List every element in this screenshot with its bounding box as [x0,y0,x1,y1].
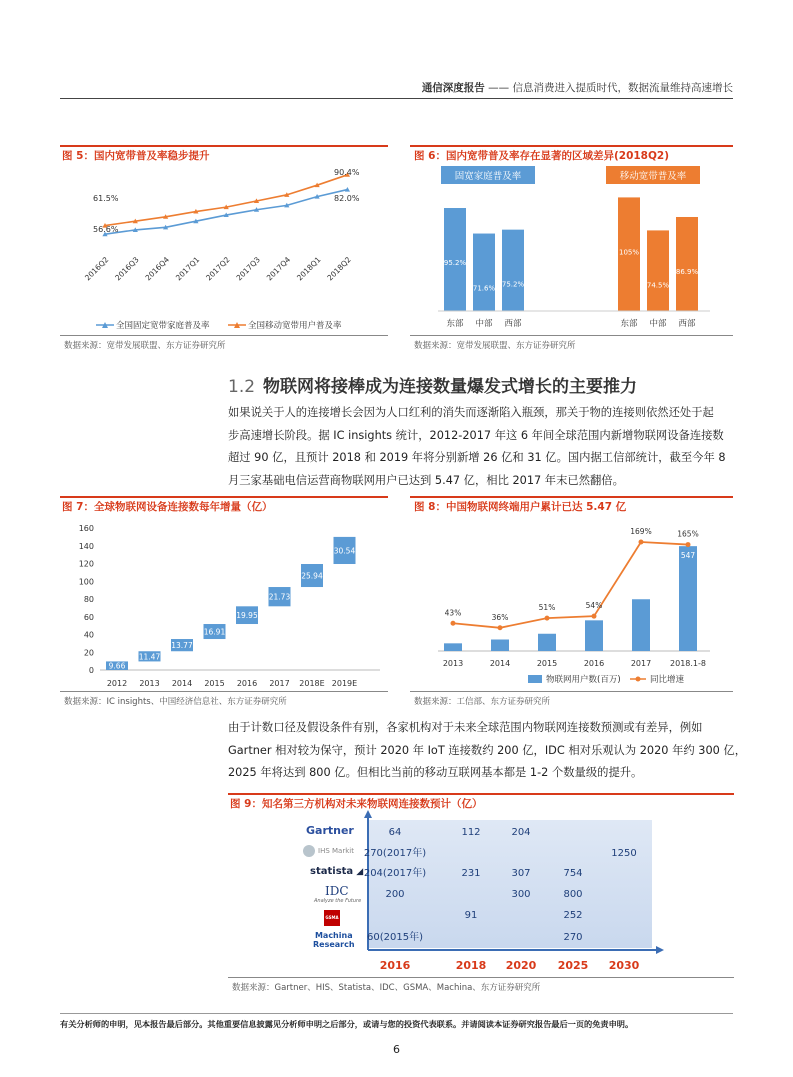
fig8-bar-value-label: 547 [680,551,696,561]
fig5-source: 数据来源：宽带发展联盟、东方证券研究所 [64,341,226,351]
statista-logo: statista ◢ [310,866,364,877]
fig7-xtick: 2013 [139,679,160,688]
fig9-year-2030: 2030 [608,959,640,972]
fig7-xtick: 2019E [331,679,358,688]
fig6-bar-label: 105% [618,248,640,257]
fig8-xtick: 2017 [630,659,652,668]
fig7-bar-label: 13.77 [171,641,193,651]
fig7-top-rule [60,496,388,498]
fig9-year-2018: 2018 [455,959,487,972]
fig9-bottom-rule [228,977,734,978]
fig7-ytick: 160 [78,524,94,533]
fig8-xtick: 2013 [442,659,464,668]
ihs-globe-icon [303,845,315,857]
fig7-bar-label: 16.91 [203,627,226,637]
paragraph-1: 如果说关于人的连接增长会因为人口红利的消失而逐渐陷入瓶颈，那关于物的连接则依然还处于起 步高速增长阶段。据 IC insights 统计，2012-2017 年这 6 年间全球范围内新增物联网设备连接数 超过 90 亿，且预计 2018 和 2019 年将分别新增 26 亿和 31 亿。国内据工信部统计，截至今年 8 月三家基础电信运营商物联网用户已达到 5.47 亿，相比 2017 年末已然翻倍。 [228,406,726,487]
fig6-xtick: 西部 [678,319,696,329]
fig7-ytick: 40 [83,630,94,640]
fig6-top-rule [410,145,733,147]
fig5-xtick: 2016Q3 [113,255,141,283]
fig8-legend-bar-swatch [528,675,542,683]
fig5-xtick: 2017Q2 [204,255,232,283]
fig5-bottom-rule [60,335,388,336]
footer-disclaimer: 有关分析师的申明，见本报告最后部分。其他重要信息披露见分析师申明之后部分，或请与您的投资代表联系。并请阅读本证券研究报告最后一页的免责申明。 [60,1019,634,1029]
fig7-ytick: 120 [78,559,94,569]
fig6-chart [410,162,733,334]
fig9-grid-bg [368,820,652,948]
paragraph-2: 由于计数口径及假设条件有别，各家机构对于未来全球范围内物联网连接数预测或有差异，例如 Gartner 相对较为保守，预计 2020 年 IoT 连接数约 200 亿，IDC 相对乐观认为 2020 年约 300 亿， 2025 年将达到 800 亿。但相比当前的移动互联网基本都是 1-2 个数量级的提升。 [228,721,747,779]
fig7-bar-label: 21.73 [268,592,291,602]
fig6-xtick: 中部 [475,319,493,329]
fig9-title: 图 9：知名第三方机构对未来物联网连接数预计（亿） [230,798,483,810]
fig6-bar-label: 71.6% [472,284,496,293]
fig8-growth-point-5 [686,542,691,547]
fig5-legend-fixed: 全国固定宽带家庭普及率 [116,321,210,331]
fig9-cell-2-2: 307 [511,868,531,879]
fig6-source: 数据来源：宽带发展联盟、东方证券研究所 [414,341,576,351]
fig9-cell-5-0: 60(2015年) [367,932,423,943]
fig9-cell-3-2: 300 [511,889,531,900]
fig9-cell-4-3: 252 [563,910,583,921]
fig9-cell-3-0: 200 [385,889,405,900]
fig9-cell-0-0: 64 [388,827,402,838]
fig8-legend-line-marker [636,677,641,682]
fig8-top-rule [410,496,733,498]
fig8-growth-label: 165% [677,529,699,539]
fig8-growth-point-2 [545,616,550,621]
fig7-bar-label: 30.54 [333,546,356,556]
fig6-xtick: 东部 [620,319,638,329]
fig6-xtick: 东部 [446,319,464,329]
fig7-ytick: 60 [83,612,94,622]
fig8-growth-label: 36% [491,612,509,622]
fig6-bar-label: 95.2% [443,259,467,268]
fig7-ytick: 100 [78,577,94,587]
fig8-xtick: 2015 [536,659,558,668]
fig5-title: 图 5：国内宽带普及率稳步提升 [62,150,210,162]
fig5-xtick: 2016Q4 [143,255,172,283]
fig7-xtick: 2017 [269,679,290,688]
fig9-cell-4-1: 91 [464,910,478,921]
fig8-bar-5 [679,546,697,651]
fig6-bar-label: 74.5% [646,281,670,290]
fig6-badge-mobile: 移动宽带普及率 [619,171,687,182]
fig7-ytick: 80 [83,595,94,604]
fig9-top-rule [228,793,734,795]
report-header: 通信深度报告 —— 信息消费进入提质时代，数据流量维持高速增长 [421,82,733,94]
fig8-bar-2 [538,634,556,651]
fig8-source: 数据来源：工信部、东方证券研究所 [414,697,551,707]
fig9-cell-5-3: 270 [563,932,583,943]
fig9-cell-2-1: 231 [461,868,481,879]
fig5-label-end-fixed: 82.0% [334,194,360,203]
section-heading: 1.2 物联网将接棒成为连接数量爆发式增长的主要推力 [228,377,638,397]
fig6-bar-label: 86.9% [675,267,699,276]
machina-logo: Machina Research [313,931,355,949]
gsma-logo: GSMA [324,910,340,926]
gartner-logo: Gartner [306,824,354,837]
fig5-series-line-0 [105,190,347,235]
fig8-bottom-rule [410,691,733,692]
fig7-bottom-rule [60,691,388,692]
fig8-growth-line [453,542,688,628]
fig8-xtick: 2018.1-8 [670,659,706,668]
idc-logo: IDC [325,884,349,898]
fig6-badge-fixed: 固宽家庭普及率 [454,171,522,182]
fig9-cell-1-4: 1250 [611,848,637,859]
fig6-bar-1-2 [676,217,698,311]
fig8-bar-3 [585,620,603,651]
fig6-bar-1-1 [647,230,669,311]
fig7-ytick: 20 [83,648,94,658]
fig8-growth-point-3 [592,614,597,619]
fig8-growth-label: 43% [444,608,462,618]
fig7-bar-label: 9.66 [108,661,126,671]
fig7-xtick: 2018E [299,679,325,688]
fig5-label-start-fixed: 56.6% [93,225,119,234]
fig9-cell-2-0: 204(2017年) [363,868,427,879]
fig5-xtick: 2018Q2 [325,255,353,283]
fig5-label-end-mobile: 90.4% [334,168,360,177]
fig5-xtick: 2017Q4 [264,255,293,283]
fig9-cell-0-2: 204 [511,827,531,838]
fig8-bar-0 [444,643,462,651]
fig9-cell-2-3: 754 [563,868,583,879]
fig8-growth-label: 169% [630,526,652,536]
fig6-xtick: 西部 [504,319,522,329]
fig9-source: 数据来源：Gartner、HIS、Statista、IDC、GSMA、Machina、东方证券研究所 [232,983,541,993]
fig8-growth-label: 54% [585,601,603,611]
fig5-chart [60,162,390,334]
fig9-year-2016: 2016 [379,959,411,972]
fig6-bottom-rule [410,335,733,336]
fig7-bar-label: 25.94 [301,571,323,581]
ihs-logo: IHS Markit [303,845,354,857]
fig8-bar-4 [632,599,650,651]
idc-tagline: Analyze the Future [314,898,362,904]
fig6-bar-0-2 [502,230,524,311]
fig8-legend-bar: 物联网用户数(百万) [546,675,621,685]
fig6-xtick: 中部 [649,319,667,329]
fig5-legend-mobile: 全国移动宽带用户普及率 [248,321,342,331]
fig8-xtick: 2016 [583,659,605,668]
fig7-ytick: 0 [88,666,94,675]
fig9-cell-0-1: 112 [461,827,481,838]
fig8-growth-point-4 [639,539,644,544]
page-number: 6 [393,1043,400,1056]
fig7-chart [60,514,390,690]
fig9-table [228,810,734,976]
fig5-xtick: 2017Q3 [234,255,262,283]
fig6-bar-label: 75.2% [501,280,525,289]
fig7-source: 数据来源：IC insights、中国经济信息社、东方证券研究所 [64,697,287,707]
fig9-cell-1-0: 270(2017年) [363,848,427,859]
footer-divider [60,1013,733,1014]
fig8-bar-1 [491,640,509,652]
fig8-title: 图 8：中国物联网终端用户累计已达 5.47 亿 [414,501,627,513]
fig7-bar-label: 19.95 [236,611,258,621]
fig7-xtick: 2016 [236,679,258,688]
fig7-title: 图 7：全球物联网设备连接数每年增量（亿） [62,501,273,513]
header-divider [60,98,733,99]
fig5-xtick: 2017Q1 [173,255,202,283]
fig8-legend-line: 同比增速 [650,675,685,685]
statista-icon: ◢ [353,867,364,877]
fig5-xtick: 2016Q2 [83,255,111,283]
fig9-year-2025: 2025 [557,959,589,972]
fig7-xtick: 2015 [204,679,225,688]
fig6-title: 图 6：国内宽带普及率存在显著的区域差异(2018Q2) [414,150,670,162]
fig6-bar-0-1 [473,234,495,311]
fig9-year-2020: 2020 [505,959,537,972]
fig9-x-arrow [656,946,664,954]
fig7-xtick: 2012 [106,679,128,688]
fig5-xtick: 2018Q1 [295,255,323,283]
fig8-growth-point-0 [451,621,456,626]
fig8-growth-label: 51% [538,603,556,613]
fig5-series-line-1 [105,175,347,226]
fig8-chart [410,514,733,690]
fig9-cell-3-3: 800 [563,889,583,900]
fig5-top-rule [60,145,388,147]
fig7-bar-label: 11.47 [138,652,161,662]
fig7-ytick: 140 [78,541,94,551]
fig9-y-arrow [364,810,372,818]
fig7-xtick: 2014 [171,679,193,688]
fig5-label-start-mobile: 61.5% [93,194,119,203]
fig8-xtick: 2014 [489,659,511,668]
fig8-growth-point-1 [498,625,503,630]
